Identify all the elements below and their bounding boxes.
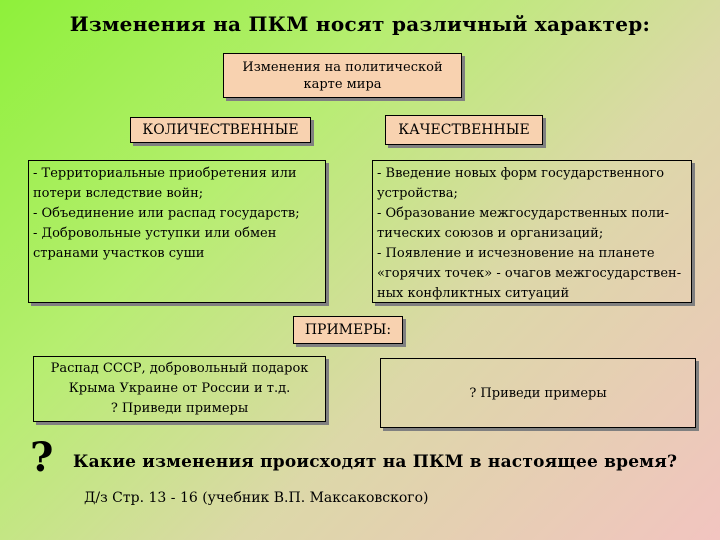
discussion-question: Какие изменения происходят на ПКМ в настоящее время? [73,452,678,472]
examples-header [293,316,403,344]
quantitative-label: КОЛИЧЕСТВЕННЫЕ [142,122,299,138]
qualitative-changes-list: - Введение новых форм государственного устройства; - Образование межгосударственных поли- тических союзов и организаций; - Появление и исчезновение на планете «горячих точек» - очагов межгосударствен- ных конфликтных ситуаций [372,160,692,303]
homework-assignment: Д/з Стр. 13 - 16 (учебник В.П. Максаковского) [84,490,429,506]
examples-label: ПРИМЕРЫ: [304,322,392,338]
quantitative-examples-text: Распад СССР, добровольный подарок Крыма Украине от России и т.д. ? Приведи примеры [50,361,309,416]
qualitative-header [385,115,543,145]
slide-title: Изменения на ПКМ носят различный характер: [69,12,651,36]
political-map-changes-box [223,53,462,98]
political-map-changes-label: Изменения на политической карте мира [242,59,443,92]
qualitative-label: КАЧЕСТВЕННЫЕ [398,122,530,138]
qualitative-examples-box [380,358,696,428]
quantitative-changes-list: - Территориальные приобретения или потери вследствие войн; - Объединение или распад государств; - Добровольные уступки или обмен странами участков суши [28,160,326,303]
quantitative-examples-box [33,356,326,422]
qualitative-examples-text: ? Приведи примеры [469,385,607,401]
quantitative-header [130,117,311,143]
question-mark-icon: ? [30,434,54,481]
